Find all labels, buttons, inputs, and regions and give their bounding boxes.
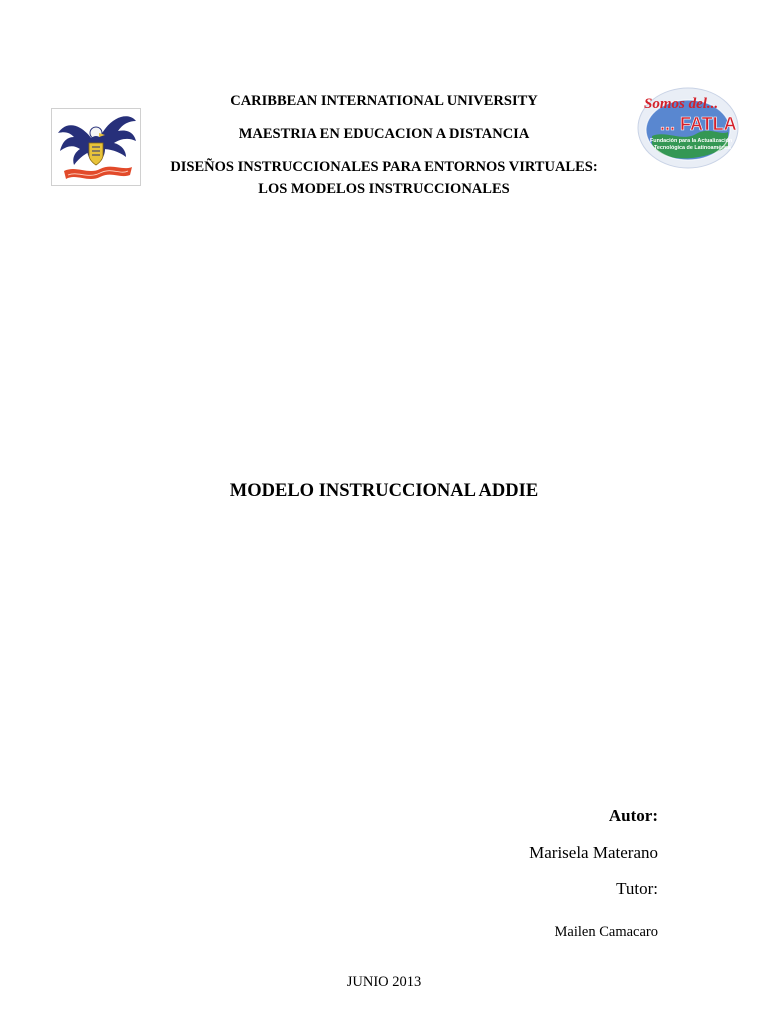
course-subtitle: LOS MODELOS INSTRUCCIONALES [258, 181, 510, 197]
program-name: MAESTRIA EN EDUCACION A DISTANCIA [238, 126, 530, 142]
document-date: JUNIO 2013 [346, 974, 422, 990]
author-name: Marisela Materano [529, 843, 658, 862]
fatla-logo-text-sub2: Tecnológica de Latinoamérica [654, 145, 731, 151]
fatla-logo [636, 86, 740, 170]
fatla-logo-text-sub1: Fundación para la Actualización [650, 138, 733, 144]
course-title: DISEÑOS INSTRUCCIONALES PARA ENTORNOS VIRTUALES: [170, 159, 598, 175]
document-title: MODELO INSTRUCCIONAL ADDIE [229, 481, 539, 501]
eagle-crest-icon [52, 109, 140, 185]
fatla-logo-text-main: ... FATLA [660, 114, 737, 134]
tutor-label: Tutor: [616, 879, 658, 898]
university-logo [51, 108, 141, 186]
tutor-name: Mailen Camacaro [554, 924, 658, 940]
university-name: CARIBBEAN INTERNATIONAL UNIVERSITY [230, 93, 538, 109]
fatla-logo-text-top: Somos del... [644, 96, 719, 112]
author-label: Autor: [608, 806, 658, 825]
